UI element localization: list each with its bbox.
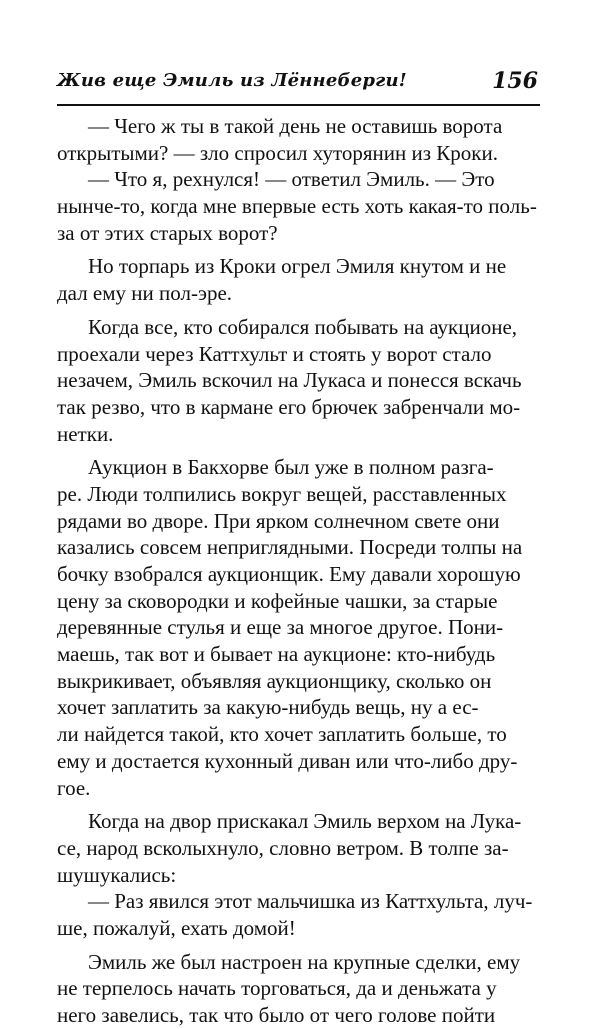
text-line: — Что я, рехнулся! — ответил Эмиль. — Это	[88, 167, 495, 192]
text-line: Эмиль же был настроен на крупные сделки, ему	[88, 949, 521, 974]
page-header	[57, 68, 540, 104]
text-line: ре. Люди толпились вокруг вещей, расставленных	[57, 481, 507, 506]
text-line: цену за сковородки и кофейные чашки, за старые	[57, 588, 498, 613]
text-line: Аукцион в Бакхорве был уже в полном разга-	[88, 455, 494, 480]
text-line: се, народ всколыхнуло, словно ветром. В толпе за-	[57, 835, 509, 860]
text-line: шушукались:	[57, 862, 177, 887]
text-line: Но торпарь из Кроки огрел Эмиля кнутом и не	[88, 254, 507, 279]
text-line: маешь, так вот и бывает на аукционе: кто-нибудь	[57, 642, 496, 667]
paragraph-gap	[57, 307, 540, 314]
text-line: нынче-то, когда мне впервые есть хоть какая-то поль-	[57, 194, 537, 219]
page-number: 156	[492, 68, 538, 94]
header-rule	[57, 104, 540, 106]
text-line: открытыми? — зло спросил хуторянин из Кроки.	[57, 140, 498, 165]
text-line: Когда на двор прискакал Эмиль верхом на Лука-	[88, 809, 522, 834]
text-line: — Раз явился этот мальчишка из Каттхульта, луч-	[88, 889, 533, 914]
text-line: бочку взобрался аукционщик. Ему давали хорошую	[57, 562, 521, 586]
paragraph-gap	[57, 447, 540, 454]
text-line: Когда все, кто собирался побывать на аукционе,	[88, 314, 518, 339]
paragraph-gap	[57, 942, 540, 949]
text-line: казались совсем неприглядными. Посреди толпы на	[57, 535, 523, 560]
text-line: дал ему ни пол-эре.	[57, 281, 233, 306]
body-text	[57, 113, 540, 1029]
text-line: нетки.	[57, 421, 114, 446]
text-line: незачем, Эмиль вскочил на Лукаса и понесся вскачь	[57, 368, 522, 393]
text-line: проехали через Каттхульт и стоять у ворот стало	[57, 341, 492, 366]
text-line: гое.	[57, 775, 91, 800]
text-line: деревянные стулья и еще за многое другое. Пони-	[57, 615, 504, 640]
paragraph-gap	[57, 801, 540, 808]
text-line: выкрикивает, объявляя аукционщику, сколько он	[57, 668, 492, 693]
text-line: рядами во дворе. При ярком солнечном свете они	[57, 508, 500, 533]
text-line: не терпелось начать торговаться, да и деньжата у	[57, 976, 497, 1001]
text-line: ше, пожалуй, ехать домой!	[57, 915, 296, 940]
text-line: — Чего ж ты в такой день не оставишь ворота	[88, 114, 503, 138]
running-title: Жив еще Эмиль из Лённеберги!	[57, 70, 407, 91]
text-line: хочет заплатить за какую-нибудь вещь, ну а ес-	[57, 695, 479, 720]
text-line: так резво, что в кармане его брючек забренчали мо-	[57, 394, 521, 419]
text-line: за от этих старых ворот?	[57, 220, 278, 245]
text-line: него завелись, так что было от чего голове пойти	[57, 1003, 496, 1027]
text-line: ему и достается кухонный диван или что-либо дру-	[57, 748, 518, 773]
text-line: ли найдется такой, кто хочет заплатить больше, то	[57, 722, 507, 747]
paragraph-gap	[57, 246, 540, 253]
